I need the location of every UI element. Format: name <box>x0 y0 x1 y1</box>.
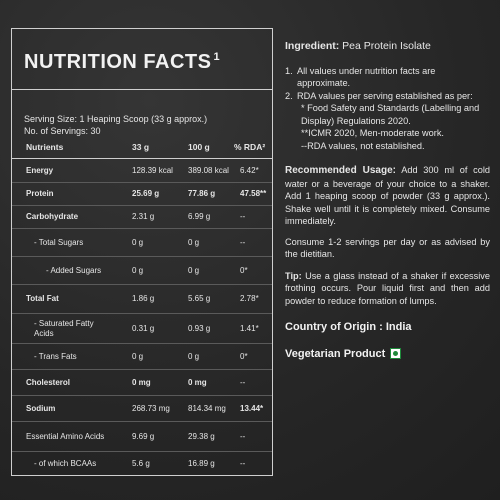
tip <box>285 270 490 308</box>
row-sat-fat-100g: 0.93 g <box>188 323 211 333</box>
row-bcaa-100g: 16.89 g <box>188 459 215 468</box>
row-eaa-name: Essential Amino Acids <box>26 431 105 441</box>
row-sodium-100g: 814.34 mg <box>188 403 226 413</box>
footnote-2 <box>285 90 490 103</box>
header-rda: % RDA² <box>234 142 266 152</box>
table-row <box>12 452 272 476</box>
footnote-1-number: 1. <box>285 65 293 76</box>
vegetarian-line <box>285 348 490 361</box>
row-sodium-33g: 268.73 mg <box>132 403 170 413</box>
row-cholesterol-name: Cholesterol <box>26 377 71 387</box>
row-carb-100g: 6.99 g <box>188 212 211 221</box>
recommended-usage <box>285 164 490 228</box>
nutrition-title-text: NUTRITION FACTS <box>24 51 212 73</box>
servings-count: No. of Servings: 30 <box>24 126 101 136</box>
table-row <box>12 206 272 229</box>
tip-text: Use a glass instead of a shaker if excessive frothing occurs. Pour liquid first and then add powder to reduce formation of lumps. <box>285 270 490 306</box>
row-eaa-33g: 9.69 g <box>132 431 155 441</box>
table-header <box>12 136 272 159</box>
nutrition-title-sup: 1 <box>213 51 221 63</box>
row-added-sugars-100g: 0 g <box>188 265 200 275</box>
row-carb-rda: -- <box>240 212 246 221</box>
row-added-sugars-name: - Added Sugars <box>46 265 102 275</box>
table-row <box>12 183 272 206</box>
nutrition-facts-panel <box>11 28 273 476</box>
title-divider <box>12 89 272 90</box>
row-total-sugars-rda: -- <box>240 237 246 247</box>
row-cholesterol-rda: -- <box>240 377 246 387</box>
table-row <box>12 396 272 422</box>
row-cholesterol-33g: 0 mg <box>132 377 151 387</box>
row-total-fat-100g: 5.65 g <box>188 294 211 303</box>
header-nutrients: Nutrients <box>26 142 64 152</box>
usage-label: Recommended Usage: <box>285 165 396 176</box>
usage-text: Add 300 ml of cold water or a beverage of your choice to a shaker. Add 1 heaping scoop of powder (33 g approx.). Shake well until it is completely mixed. Consume immediately. <box>285 165 490 226</box>
row-trans-fat-name: - Trans Fats <box>34 351 77 361</box>
row-energy-33g: 128.39 kcal <box>132 166 173 175</box>
row-carb-name: Carbohydrate <box>26 212 79 221</box>
table-row <box>12 422 272 452</box>
row-bcaa-rda: -- <box>240 459 246 468</box>
row-protein-name: Protein <box>26 189 54 198</box>
table-row <box>12 370 272 396</box>
row-total-fat-name: Total Fat <box>26 294 59 303</box>
row-carb-33g: 2.31 g <box>132 212 155 221</box>
table-row <box>12 257 272 285</box>
footnote-2-number: 2. <box>285 90 293 101</box>
row-total-sugars-100g: 0 g <box>188 237 200 247</box>
row-trans-fat-rda: 0* <box>240 351 248 361</box>
serving-size: Serving Size: 1 Heaping Scoop (33 g approx.) <box>24 114 208 124</box>
row-eaa-100g: 29.38 g <box>188 431 215 441</box>
row-protein-rda: 47.58** <box>240 189 267 198</box>
row-eaa-rda: -- <box>240 431 246 441</box>
row-bcaa-name: - of which BCAAs <box>34 459 97 468</box>
row-sat-fat-rda: 1.41* <box>240 323 259 333</box>
header-33g: 33 g <box>132 142 150 152</box>
nutrition-title <box>24 51 220 74</box>
footnote-2-text: RDA values per serving established as per: <box>297 90 473 101</box>
row-total-sugars-33g: 0 g <box>132 237 144 247</box>
row-added-sugars-33g: 0 g <box>132 265 144 275</box>
row-protein-33g: 25.69 g <box>132 189 160 198</box>
row-sat-fat-name: - Saturated Fatty Acids <box>34 318 94 338</box>
veg-symbol-icon <box>390 348 401 359</box>
table-row <box>12 229 272 257</box>
row-cholesterol-100g: 0 mg <box>188 377 207 387</box>
row-added-sugars-rda: 0* <box>240 265 248 275</box>
row-total-sugars-name: - Total Sugars <box>34 237 84 247</box>
consume-text: Consume 1-2 servings per day or as advised by the dietitian. <box>285 236 490 259</box>
ingredient-value: Pea Protein Isolate <box>342 40 431 52</box>
vegetarian-label: Vegetarian Product <box>285 347 386 360</box>
row-bcaa-33g: 5.6 g <box>132 459 150 468</box>
footnote-2-fssai: * Food Safety and Standards (Labelling and Display) Regulations 2020. <box>301 103 480 126</box>
footnote-1-text: All values under nutrition facts are approximate. <box>297 65 436 88</box>
footnote-2-rda: --RDA values, not established. <box>301 140 425 151</box>
row-total-fat-33g: 1.86 g <box>132 294 155 303</box>
row-sat-fat-33g: 0.31 g <box>132 323 155 333</box>
row-energy-rda: 6.42* <box>240 166 259 175</box>
row-trans-fat-33g: 0 g <box>132 351 144 361</box>
info-column <box>285 40 490 360</box>
table-row <box>12 314 272 344</box>
row-trans-fat-100g: 0 g <box>188 351 200 361</box>
country-of-origin: Country of Origin : India <box>285 321 412 333</box>
ingredient-label: Ingredient: <box>285 40 340 52</box>
row-total-fat-rda: 2.78* <box>240 294 259 303</box>
serving-info <box>24 113 207 137</box>
table-row <box>12 344 272 370</box>
tip-label: Tip: <box>285 270 302 281</box>
row-sodium-name: Sodium <box>26 403 56 413</box>
ingredient-line <box>285 40 490 53</box>
footnote-2-icmr: **ICMR 2020, Men-moderate work. <box>301 128 444 138</box>
row-energy-100g: 389.08 kcal <box>188 166 229 175</box>
footnote-1 <box>285 65 490 90</box>
header-100g: 100 g <box>188 142 210 152</box>
row-protein-100g: 77.86 g <box>188 189 216 198</box>
footnotes <box>285 65 490 153</box>
row-sodium-rda: 13.44* <box>240 403 264 413</box>
table-row <box>12 160 272 183</box>
table-row <box>12 285 272 314</box>
row-energy-name: Energy <box>26 166 54 175</box>
